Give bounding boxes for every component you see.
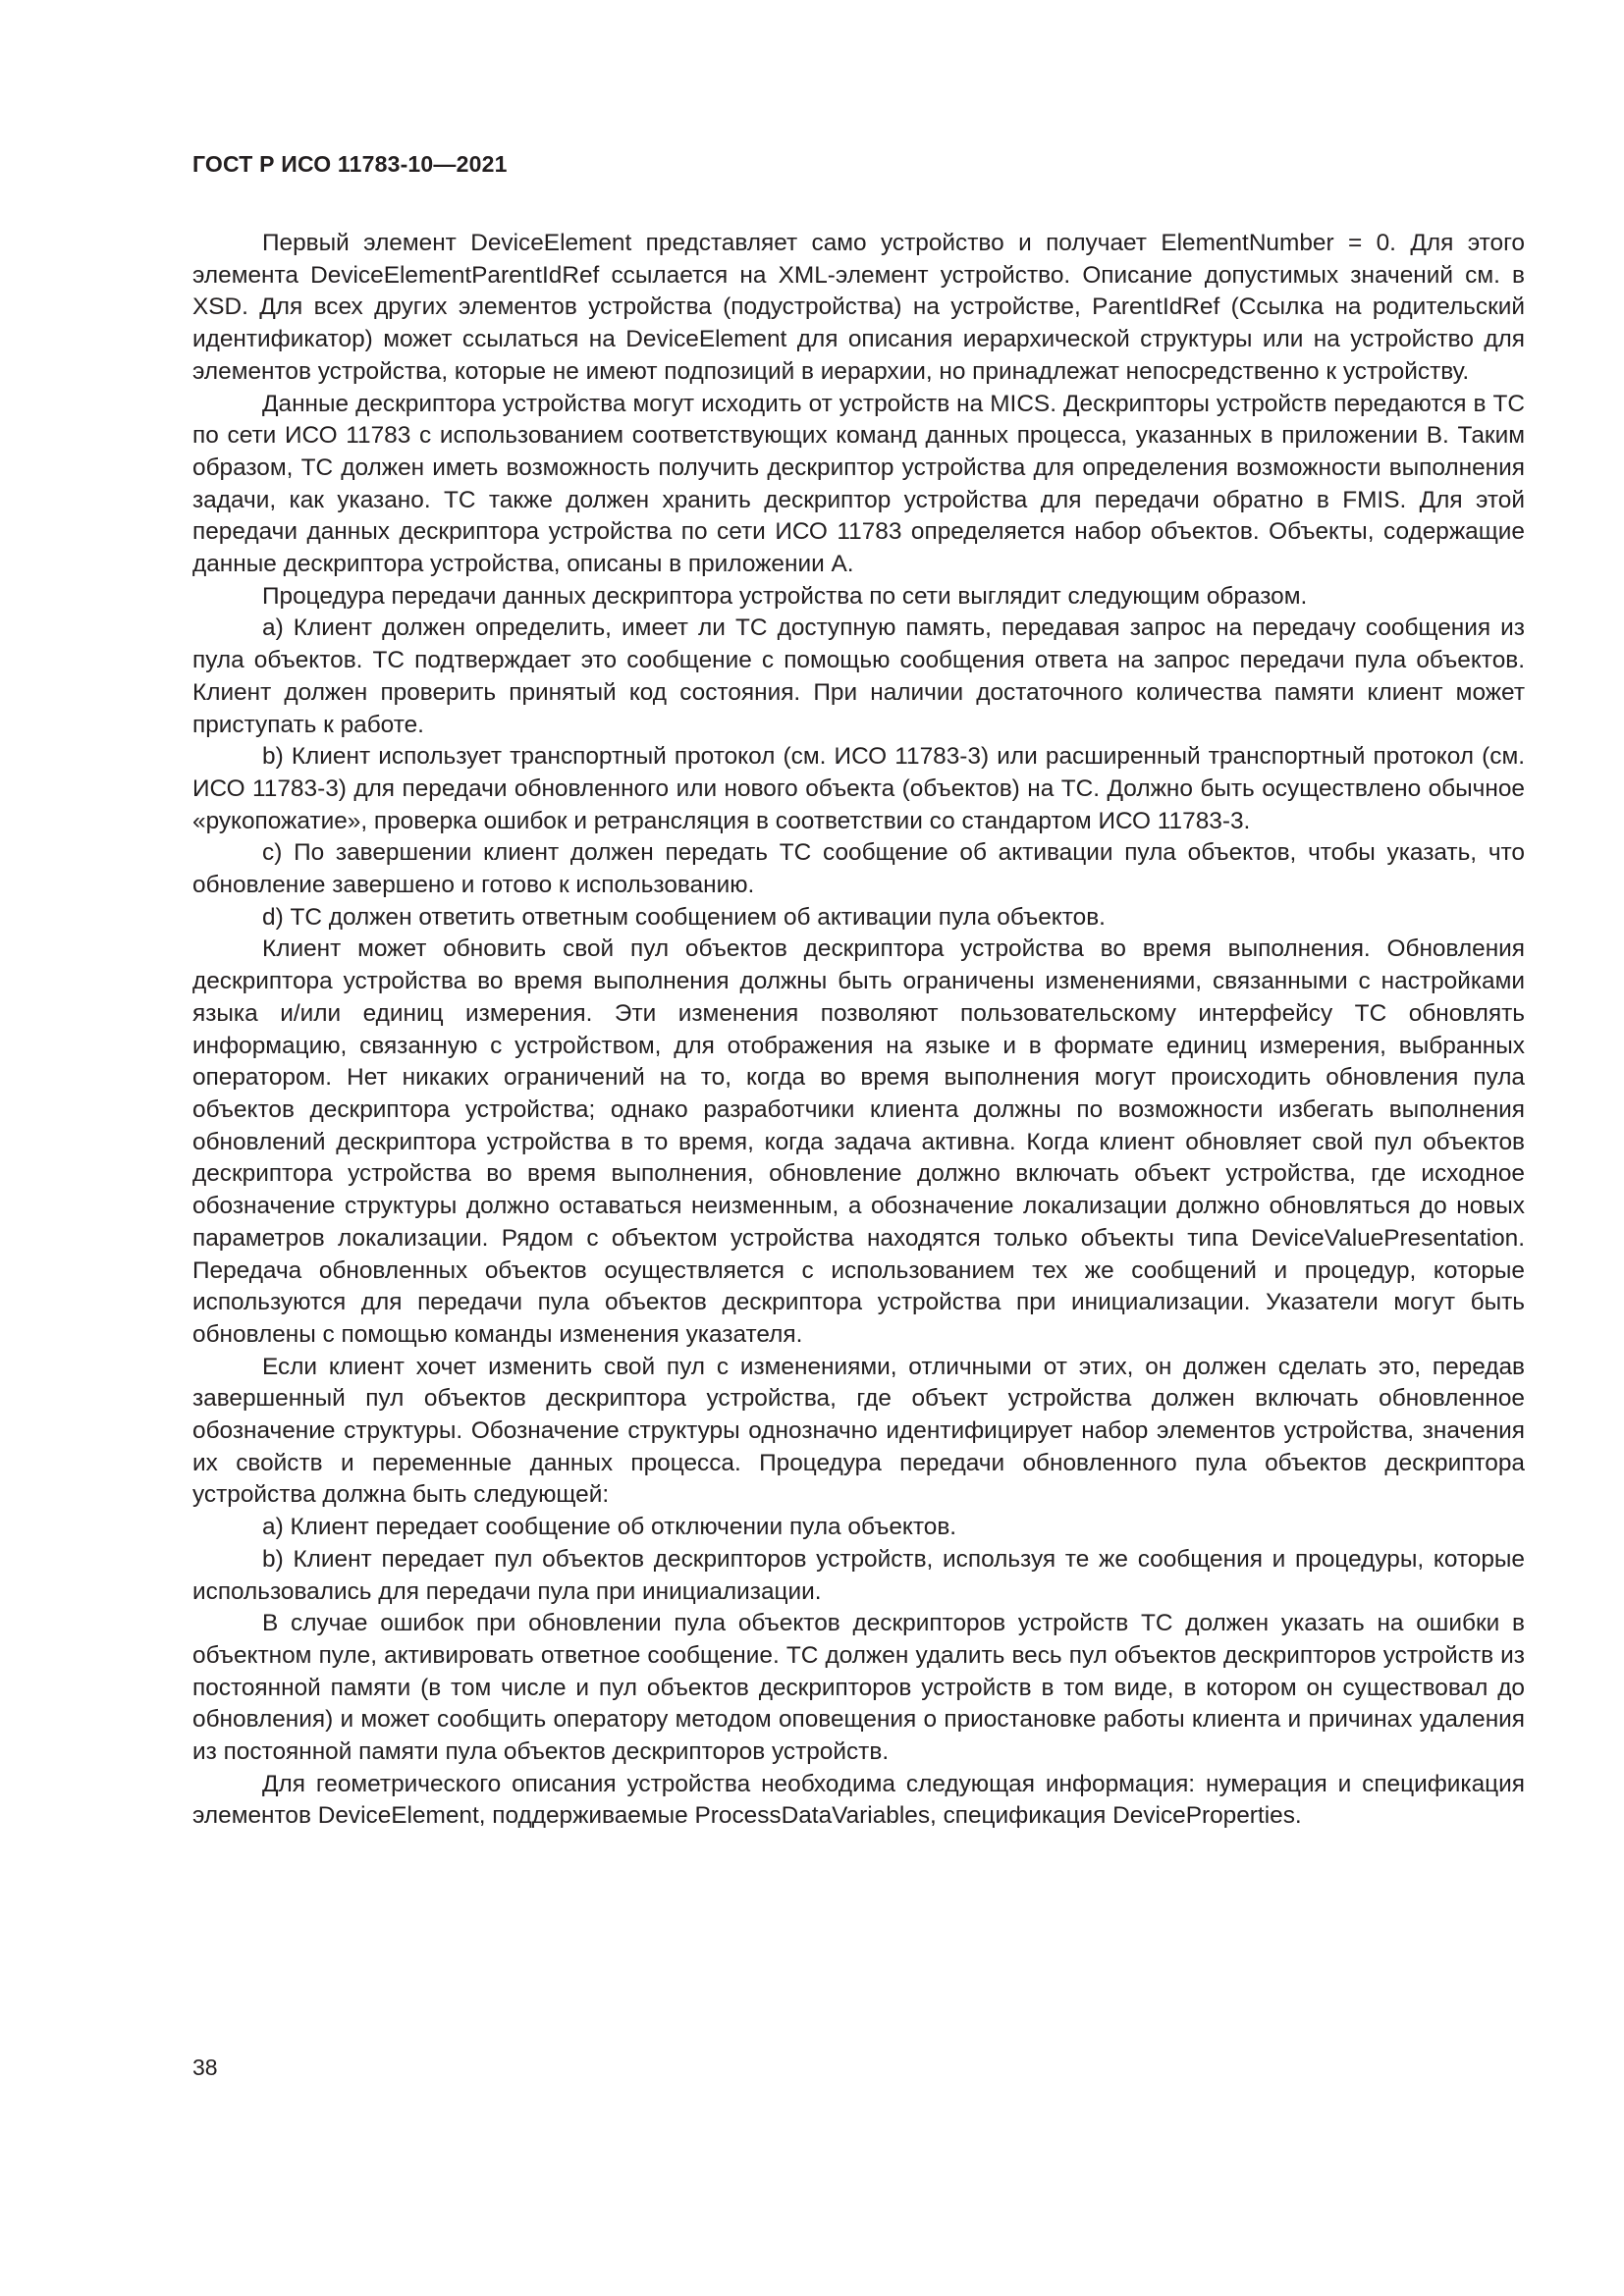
list-item-a-second: a) Клиент передает сообщение об отключении пула объектов. [262,1514,957,1541]
list-item-b: b) Клиент использует транспортный протокол (см. ИСО 11783-3) или расширенный транспортный протокол (см. ИСО 11783-3) для передачи обновленного или нового объекта (объектов) на ТС. Должно быть осуществлено обычное «рукопожатие», проверка ошибок и ретрансляция в соответствии со стандартом ИСО 11783-3. [192,743,1525,834]
paragraph-structure-change: Если клиент хочет изменить свой пул с изменениями, отличными от этих, он должен сделать это, передав завершенный пул объектов дескриптора устройства, где объект устройства должен включать обновленное обозначение структуры. Обозначение структуры однозначно идентифицирует набор элементов устройства, значения их свойств и переменные данных процесса. Процедура передачи обновленного пула объектов дескриптора устройства должна быть следующей: [192,1353,1525,1509]
list-item-a: a) Клиент должен определить, имеет ли ТС доступную память, передавая запрос на передачу сообщения из пула объектов. ТС подтверждает это сообщение с помощью сообщения ответа на запрос передачи пула объектов. Клиент должен проверить принятый код состояния. При наличии достаточного количества памяти клиент может приступать к работе. [192,614,1525,738]
page-number: 38 [192,2055,218,2080]
list-item-c: c) По завершении клиент должен передать ТС сообщение об активации пула объектов, чтобы указать, что обновление завершено и готово к использованию. [192,839,1525,899]
standard-header: ГОСТ Р ИСО 11783-10—2021 [192,151,508,177]
paragraph-device-element: Первый элемент DeviceElement представляет само устройство и получает ElementNumber = 0. Для этого элемента DeviceElementParentIdRef ссылается на XML-элемент устройство. Описание допустимых значений см. в XSD. Для всех других элементов устройства (подустройства) на устройстве, ParentIdRef (Ссылка на родительский идентификатор) может ссылаться на DeviceElement для описания иерархической структуры или на устройство для элементов устройства, которые не имеют подпозиций в иерархии, но принадлежат непосредственно к устройству. [192,230,1525,385]
list-item-b-second: b) Клиент передает пул объектов дескрипторов устройств, используя те же сообщения и процедуры, которые использовались для передачи пула при инициализации. [192,1545,1525,1605]
paragraph-errors: В случае ошибок при обновлении пула объектов дескрипторов устройств ТС должен указать на ошибки в объектном пуле, активировать ответное сообщение. ТС должен удалить весь пул объектов дескрипторов устройств из постоянной памяти (в том числе и пул объектов дескрипторов устройств в том виде, в котором он существовал до обновления) и может сообщить оператору методом оповещения о приостановке работы клиента и причинах удаления из постоянной памяти пула объектов дескрипторов устройств. [192,1610,1525,1766]
paragraph-descriptor-data: Данные дескриптора устройства могут исходить от устройств на MICS. Дескрипторы устройств передаются в ТС по сети ИСО 11783 с использованием соответствующих команд данных процесса, указанных в приложении В. Таким образом, ТС должен иметь возможность получить дескриптор устройства для определения возможности выполнения задачи, как указано. ТС также должен хранить дескриптор устройства для передачи обратно в FMIS. Для этой передачи данных дескриптора устройства по сети ИСО 11783 определяется набор объектов. Объекты, содержащие данные дескриптора устройства, описаны в приложении А. [192,390,1525,578]
list-item-d: d) ТС должен ответить ответным сообщением об активации пула объектов. [262,903,1106,931]
paragraph-runtime-update: Клиент может обновить свой пул объектов дескриптора устройства во время выполнения. Обновления дескриптора устройства во время выполнения должны быть ограничены изменениями, связанными с настройками языка и/или единиц измерения. Эти изменения позволяют пользовательскому интерфейсу ТС обновлять информацию, связанную с устройством, для отображения на языке и в формате единиц измерения, выбранных оператором. Нет никаких ограничений на то, когда во время выполнения могут происходить обновления пула объектов дескриптора устройства; однако разработчики клиента должны по возможности избегать выполнения обновлений дескриптора устройства в то время, когда задача активна. Когда клиент обновляет свой пул объектов дескриптора устройства во время выполнения, обновление должно включать объект устройства, где исходное обозначение структуры должно оставаться неизменным, а обозначение локализации должно обновляться до новых параметров локализации. Рядом с объектом устройства находятся только объекты типа DeviceValuePresentation. Передача обновленных объектов осуществляется с использованием тех же сообщений и процедур, которые используются для передачи пула объектов дескриптора устройства при инициализации. Указатели могут быть обновлены с помощью команды изменения указателя. [192,935,1525,1348]
body-text [192,228,1525,1833]
paragraph-geometry: Для геометрического описания устройства необходима следующая информация: нумерация и спецификация элементов DeviceElement, поддерживаемые ProcessDataVariables, спецификация DeviceProperties. [192,1770,1525,1830]
paragraph-procedure-intro: Процедура передачи данных дескриптора устройства по сети выглядит следующим образом. [262,582,1308,610]
